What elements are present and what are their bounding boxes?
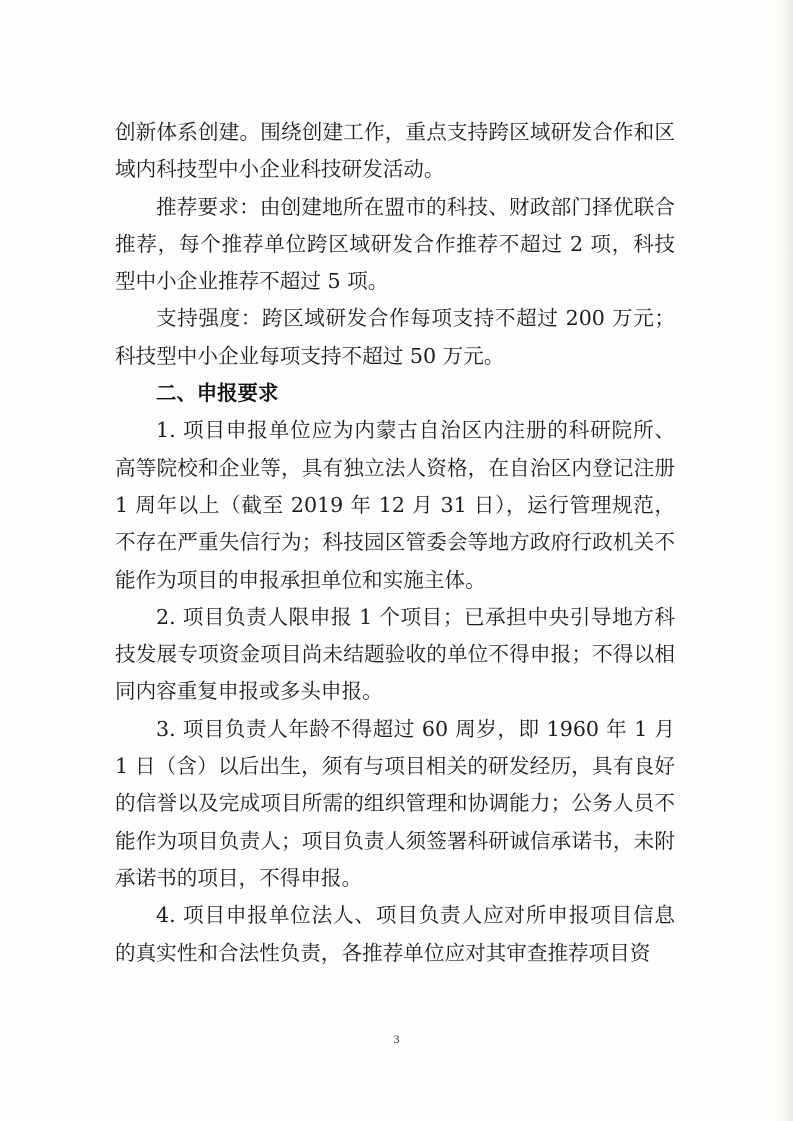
document-body [115,114,675,972]
requirement-item-1: 1. 项目申报单位应为内蒙古自治区内注册的科研院所、高等院校和企业等，具有独立法人资格，在自治区内登记注册 1 周年以上（截至 2019 年 12 月 31 日），运行管理规范，不存在严重失信行为；科技园区管委会等地方政府行政机关不能作为项目的申报承担单位和实施主体。 [115,418,675,592]
paragraph-support-intensity: 支持强度：跨区域研发合作每项支持不超过 200 万元；科技型中小企业每项支持不超过 50 万元。 [115,306,675,368]
section-heading: 二、申报要求 [156,381,279,406]
page-number: 3 [393,1032,400,1046]
requirement-item-3: 3. 项目负责人年龄不得超过 60 周岁，即 1960 年 1 月 1 日（含）以后出生，须有与项目相关的研发经历，具有良好的信誉以及完成项目所需的组织管理和协调能力；公务人员不能作为项目负责人；项目负责人须签署科研诚信承诺书，未附承诺书的项目，不得申报。 [115,716,675,890]
page-edge-shadow [777,0,793,1121]
paragraph-recommendation-requirements: 推荐要求：由创建地所在盟市的科技、财政部门择优联合推荐，每个推荐单位跨区域研发合作推荐不超过 2 项，科技型中小企业推荐不超过 5 项。 [115,194,675,294]
paragraph-continuation: 创新体系创建。围绕创建工作，重点支持跨区域研发合作和区域内科技型中小企业科技研发活动。 [115,120,675,182]
requirement-item-2: 2. 项目负责人限申报 1 个项目；已承担中央引导地方科技发展专项资金项目尚未结题验收的单位不得申报；不得以相同内容重复申报或多头申报。 [115,604,675,704]
requirement-item-4: 4. 项目申报单位法人、项目负责人应对所申报项目信息的真实性和合法性负责，各推荐单位应对其审查推荐项目资 [115,903,675,965]
